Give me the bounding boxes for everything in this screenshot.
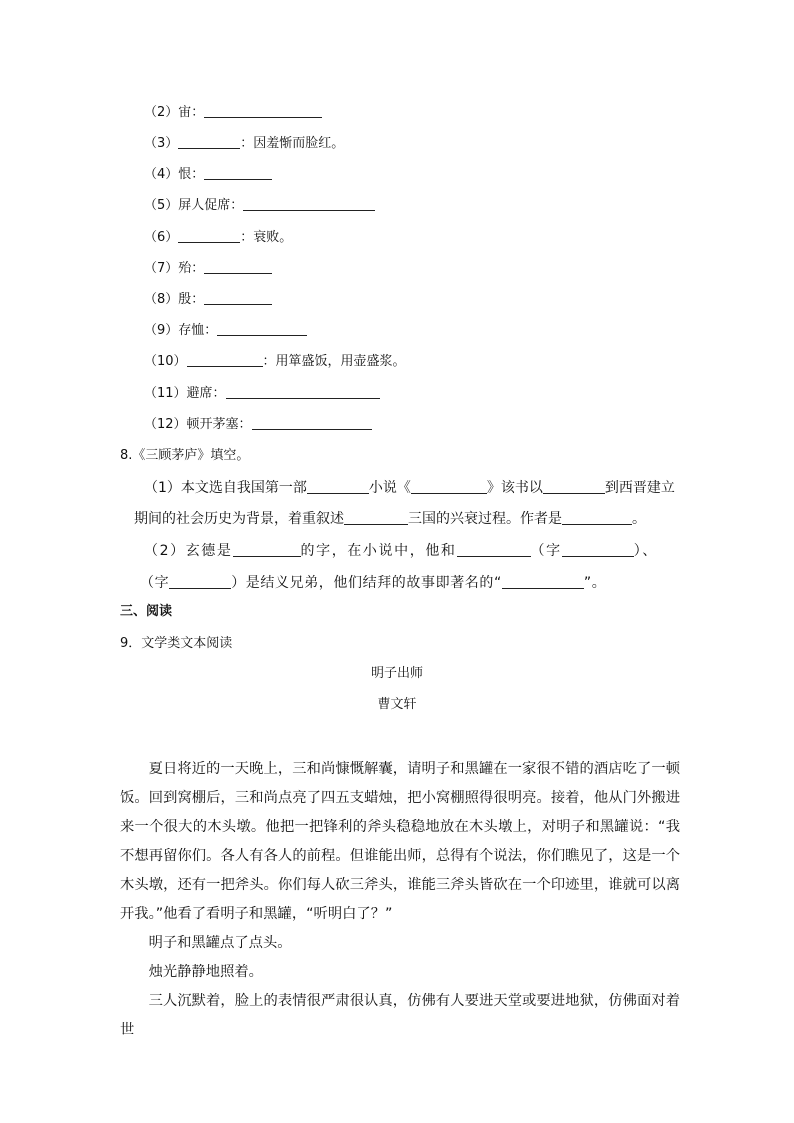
answer-blank[interactable] bbox=[204, 259, 272, 274]
vocab-item-2: （2）宙： bbox=[144, 103, 322, 123]
answer-blank[interactable] bbox=[457, 542, 531, 557]
answer-blank[interactable] bbox=[178, 228, 240, 243]
question-8-part2-cont: （字 ）是结义兄弟，他们结拜的故事即著名的“ ”。 bbox=[140, 575, 607, 591]
answer-blank[interactable] bbox=[187, 352, 263, 367]
answer-blank[interactable] bbox=[204, 165, 272, 180]
story-paragraph: 烛光静静地照着。 bbox=[148, 964, 263, 980]
answer-blank[interactable] bbox=[169, 574, 231, 589]
story-paragraph: 夏日将近的一天晚上，三和尚慷慨解囊，请明子和黑罐在一家很不错的酒店吃了一顿饭。回到窝棚后，三和尚点亮了四五支蜡烛，把小窝棚照得很明亮。接着，他从门外搬进来一个很大的木头墩。他把一把锋利的斧头稳稳地放在木头墩上，对明子和黑罐说：“我不想再留你们。各人有各人的前程。但谁能出师，总得有个说法，你们瞧见了，这是一个木头墩，还有一把斧头。你们每人砍三斧头，谁能三斧头皆砍在一个印迹里，谁就可以离开我。”他看了看明子和黑罐，“听明白了？” bbox=[120, 761, 680, 922]
answer-blank[interactable] bbox=[226, 384, 380, 399]
answer-blank[interactable] bbox=[307, 479, 369, 494]
vocab-item-6: （6） ：衰败。 bbox=[144, 230, 293, 245]
story-body bbox=[120, 755, 680, 1045]
question-8-part1-cont: 期间的社会历史为背景，着重叙述 三国的兴衰过程。作者是 。 bbox=[134, 511, 646, 527]
answer-blank[interactable] bbox=[411, 479, 487, 494]
vocab-item-5: （5）屏人促席： bbox=[144, 196, 375, 216]
story-title: 明子出师 bbox=[370, 666, 423, 681]
question-8-part2: （2）玄德是 的字，在小说中，他和 （字 ）、 bbox=[144, 543, 658, 559]
vocab-item-12: （12）顿开茅塞： bbox=[144, 415, 372, 435]
question-9-title: 9．文学类文本阅读 bbox=[120, 636, 233, 651]
answer-blank[interactable] bbox=[233, 542, 301, 557]
vocab-item-11: （11）避席： bbox=[144, 384, 380, 404]
story-paragraph: 三人沉默着，脸上的表情很严肃很认真，仿佛有人要进天堂或要进地狱，仿佛面对着世 bbox=[120, 993, 680, 1038]
answer-blank[interactable] bbox=[562, 542, 634, 557]
answer-blank[interactable] bbox=[204, 290, 272, 305]
answer-blank[interactable] bbox=[344, 510, 408, 525]
vocab-item-9: （9）存恤： bbox=[144, 321, 307, 341]
answer-blank[interactable] bbox=[217, 321, 307, 336]
question-8-part1: （1）本文选自我国第一部 小说《 》该书以 到西晋建立 bbox=[144, 480, 675, 496]
answer-blank[interactable] bbox=[178, 134, 240, 149]
answer-blank[interactable] bbox=[562, 510, 632, 525]
answer-blank[interactable] bbox=[543, 479, 605, 494]
story-author: 曹文轩 bbox=[377, 697, 417, 712]
vocab-item-8: （8）殷： bbox=[144, 290, 272, 310]
section-heading: 三、阅读 bbox=[120, 604, 173, 619]
question-8-title: 8.《三顾茅庐》填空。 bbox=[120, 448, 250, 463]
vocab-item-3: （3） ：因羞惭而脸红。 bbox=[144, 136, 345, 151]
answer-blank[interactable] bbox=[502, 574, 584, 589]
answer-blank[interactable] bbox=[204, 103, 322, 118]
answer-blank[interactable] bbox=[243, 196, 375, 211]
answer-blank[interactable] bbox=[252, 415, 372, 430]
story-paragraph: 明子和黑罐点了点头。 bbox=[148, 935, 292, 951]
vocab-item-7: （7）殆： bbox=[144, 259, 272, 279]
vocab-item-10: （10） ：用箪盛饭，用壶盛浆。 bbox=[144, 354, 406, 369]
vocab-item-4: （4）恨： bbox=[144, 165, 272, 185]
